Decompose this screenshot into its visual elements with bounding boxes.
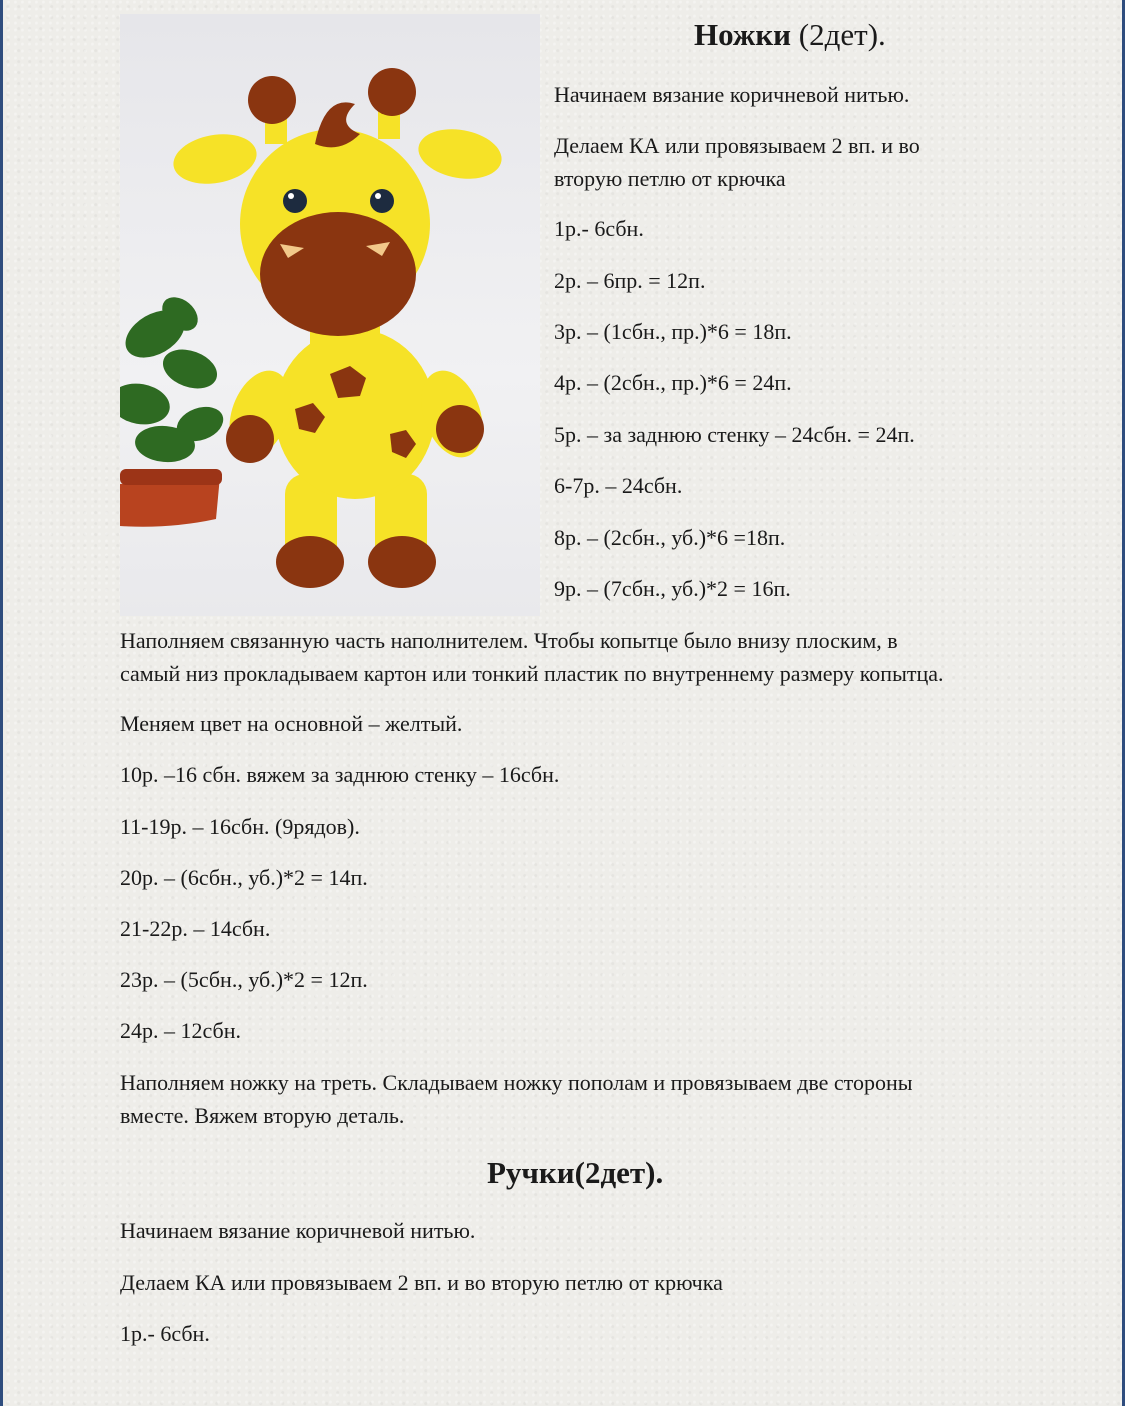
fill-line1: Наполняем связанную часть наполнителем. Чтобы копытце было внизу плоским, в: [120, 628, 898, 653]
arms-start: Делаем КА или провязываем 2 вп. и во вторую петлю от крючка: [120, 1270, 723, 1295]
row-11-19: 11-19р. – 16сбн. (9рядов).: [120, 814, 360, 839]
row-1: 1р.- 6сбн.: [554, 216, 644, 241]
row-21-22: 21-22р. – 14сбн.: [120, 916, 271, 941]
row-8: 8р. – (2сбн., уб.)*6 =18п.: [554, 525, 786, 550]
legs-start-line1: Делаем КА или провязываем 2 вп. и во: [554, 133, 920, 158]
row-6-7: 6-7р. – 24сбн.: [554, 473, 683, 498]
fill-line2: самый низ прокладываем картон или тонкий пластик по внутреннему размеру копытца.: [120, 661, 944, 686]
legs-start-line2: вторую петлю от крючка: [554, 166, 786, 191]
row-3: 3р. – (1сбн., пр.)*6 = 18п.: [554, 319, 792, 344]
legs-intro: Начинаем вязание коричневой нитью.: [554, 82, 910, 107]
row-5: 5р. – за заднюю стенку – 24сбн. = 24п.: [554, 422, 915, 447]
row-23: 23р. – (5сбн., уб.)*2 = 12п.: [120, 967, 368, 992]
giraffe-illustration: [120, 14, 540, 616]
row-20: 20р. – (6сбн., уб.)*2 = 14п.: [120, 865, 368, 890]
row-2: 2р. – 6пр. = 12п.: [554, 268, 706, 293]
left-border: [0, 0, 3, 1406]
row-24: 24р. – 12сбн.: [120, 1018, 241, 1043]
finish-line1: Наполняем ножку на треть. Складываем ножку пополам и провязываем две стороны: [120, 1070, 913, 1095]
arms-row-1: 1р.- 6сбн.: [120, 1321, 210, 1346]
giraffe-toy-photo: [120, 14, 540, 616]
section-title-arms: Ручки(2дет).: [487, 1155, 664, 1190]
arms-intro: Начинаем вязание коричневой нитью.: [120, 1218, 476, 1243]
finish-line2: вместе. Вяжем вторую деталь.: [120, 1103, 405, 1128]
section-title-legs: Ножки (2дет).: [694, 17, 886, 52]
row-4: 4р. – (2сбн., пр.)*6 = 24п.: [554, 370, 792, 395]
row-9: 9р. – (7сбн., уб.)*2 = 16п.: [554, 576, 791, 601]
row-10: 10р. –16 сбн. вяжем за заднюю стенку – 16сбн.: [120, 762, 560, 787]
color-change: Меняем цвет на основной – желтый.: [120, 711, 463, 736]
